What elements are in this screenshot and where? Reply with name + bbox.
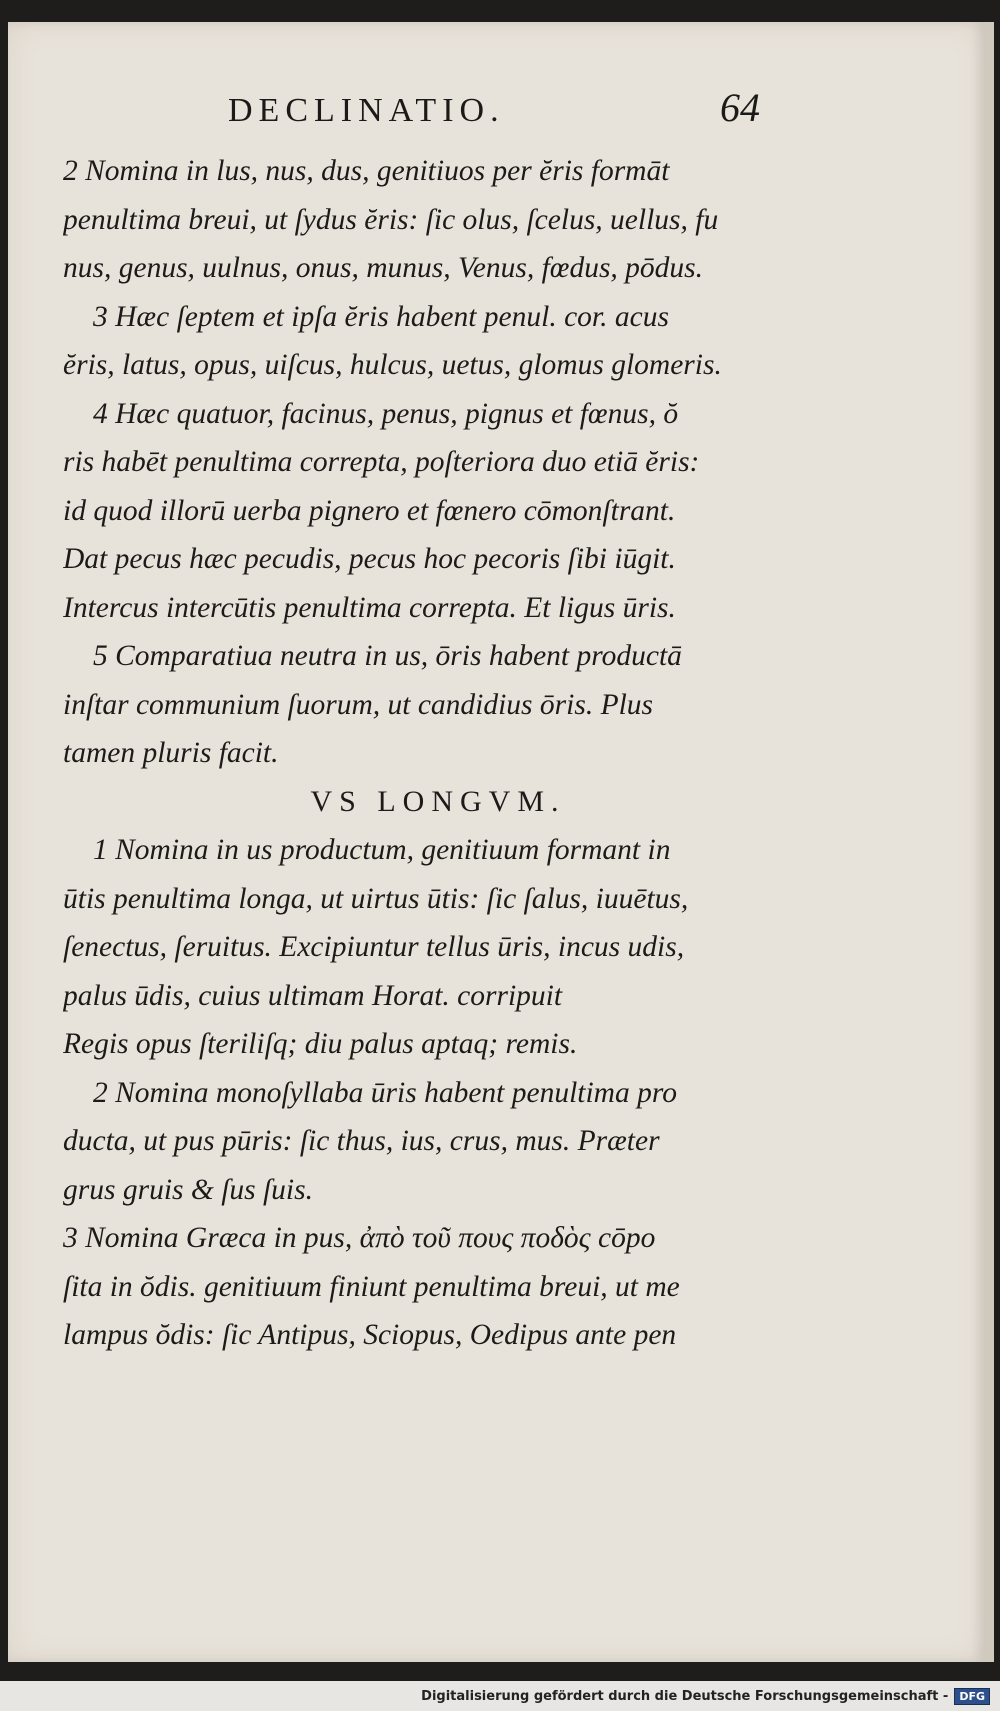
text-line: Dat pecus hæc pecudis, pecus hoc pecoris ſibi iūgit. bbox=[63, 543, 676, 575]
text-line: penultima breui, ut ſydus ĕris: ſic olus, ſcelus, uellus, fu bbox=[63, 203, 719, 236]
text-line: ſenectus, ſeruitus. Excipiuntur tellus ūris, incus udis, bbox=[63, 931, 685, 963]
verse-quotation: Regis opus ſteriliſq; diu palus aptaq; remis. bbox=[63, 1028, 578, 1060]
text-line: inſtar communium ſuorum, ut candidius ōris. Plus bbox=[63, 688, 654, 721]
book-page bbox=[8, 22, 994, 1662]
text-line: grus gruis & ſus ſuis. bbox=[63, 1173, 313, 1206]
text-line: ūtis penultima longa, ut uirtus ūtis: ſic ſalus, iuuētus, bbox=[63, 882, 689, 915]
text-line: 4 Hæc quatuor, facinus, penus, pignus et fœnus, ŏ bbox=[93, 397, 679, 430]
text-line: nus, genus, uulnus, onus, munus, Venus, fœdus, pōdus. bbox=[63, 252, 704, 284]
text-line: ſita in ŏdis. genitiuum finiunt penultima breui, ut me bbox=[63, 1270, 680, 1303]
text-line: 2 Nomina monoſyllaba ūris habent penultima pro bbox=[93, 1076, 677, 1109]
text-line: tamen pluris facit. bbox=[63, 737, 279, 769]
text-line: 3 Nomina Græca in pus, ἀπὸ τοῦ πους ποδὸς cōpo bbox=[63, 1222, 656, 1254]
body-text bbox=[63, 147, 773, 1360]
running-head: DECLINATIO. bbox=[228, 92, 505, 129]
text-line: ducta, ut pus pūris: ſic thus, ius, crus, mus. Præter bbox=[63, 1125, 660, 1157]
text-line: palus ūdis, cuius ultimam Horat. corripuit bbox=[63, 979, 563, 1012]
text-line: lampus ŏdis: ſic Antipus, Sciopus, Oedipus ante pen bbox=[63, 1319, 677, 1351]
text-line: 1 Nomina in us productum, genitiuum formant in bbox=[93, 834, 671, 866]
text-line: 5 Comparatiua neutra in us, ōris habent productā bbox=[93, 640, 682, 672]
text-line: 3 Hæc ſeptem et ipſa ĕris habent penul. cor. acus bbox=[93, 300, 669, 333]
text-line: 2 Nomina in lus, nus, dus, genitiuos per ĕris formāt bbox=[63, 155, 670, 187]
text-line: ris habēt penultima correpta, poſteriora duo etiā ĕris: bbox=[63, 446, 700, 478]
dfg-logo: DFG bbox=[954, 1688, 990, 1705]
page-number: 64 bbox=[720, 85, 760, 130]
text-line: id quod illorū uerba pignero et fœnero cōmonſtrant. bbox=[63, 494, 676, 527]
text-line: Intercus intercūtis penultima correpta. Et ligus ūris. bbox=[63, 591, 676, 624]
digitization-credit: Digitalisierung gefördert durch die Deutsche Forschungsgemeinschaft - bbox=[421, 1688, 949, 1704]
digitization-credit-bar bbox=[0, 1681, 1000, 1711]
text-line: ĕris, latus, opus, uiſcus, hulcus, uetus, glomus glomeris. bbox=[63, 349, 722, 381]
section-heading: VS LONGVM. bbox=[310, 784, 566, 818]
